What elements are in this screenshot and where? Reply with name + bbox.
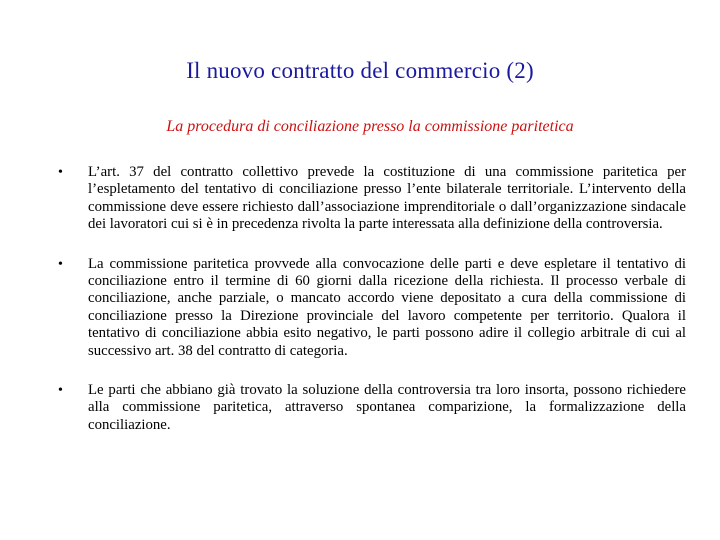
bullet-icon: • bbox=[58, 165, 63, 180]
bullet-list bbox=[54, 164, 686, 456]
bullet-text: Le parti che abbiano già trovato la soluzione della controversia tra loro insorta, possono richiedere alla commissione paritetica, attraverso spontanea comparizione, la formalizzazione della conciliazione. bbox=[88, 382, 686, 433]
slide-title: Il nuovo contratto del commercio (2) bbox=[186, 58, 534, 83]
bullet-item bbox=[54, 382, 686, 434]
bullet-text: La commissione paritetica provvede alla convocazione delle parti e deve espletare il tentativo di conciliazione entro il termine di 60 giorni dalla ricezione della richiesta. Il processo verbale di conciliazione, anche parziale, o mancato accordo viene depositato a cura della commissione di conciliazione presso la Direzione provinciale del lavoro competente per territorio. Qualora il tentativo di conciliazione abbia esito negativo, le parti possono adire il collegio arbitrale di cui al successivo art. 38 del contratto di categoria. bbox=[88, 255, 686, 359]
bullet-text: L’art. 37 del contratto collettivo prevede la costituzione di una commissione paritetica per l’espletamento del tentativo di conciliazione presso l’ente bilaterale territoriale. L’intervento della commissione deve essere richiesto dall’associazione imprenditoriale o dall’organizzazione sindacale dei lavoratori cui si è in precedenza rivolta la parte interessata alla definizione della controversia. bbox=[88, 164, 686, 233]
bullet-icon: • bbox=[58, 383, 63, 399]
slide-subtitle: La procedura di conciliazione presso la commissione paritetica bbox=[166, 118, 574, 135]
bullet-icon: • bbox=[58, 256, 63, 272]
bullet-item bbox=[54, 256, 686, 360]
bullet-item bbox=[54, 164, 686, 234]
